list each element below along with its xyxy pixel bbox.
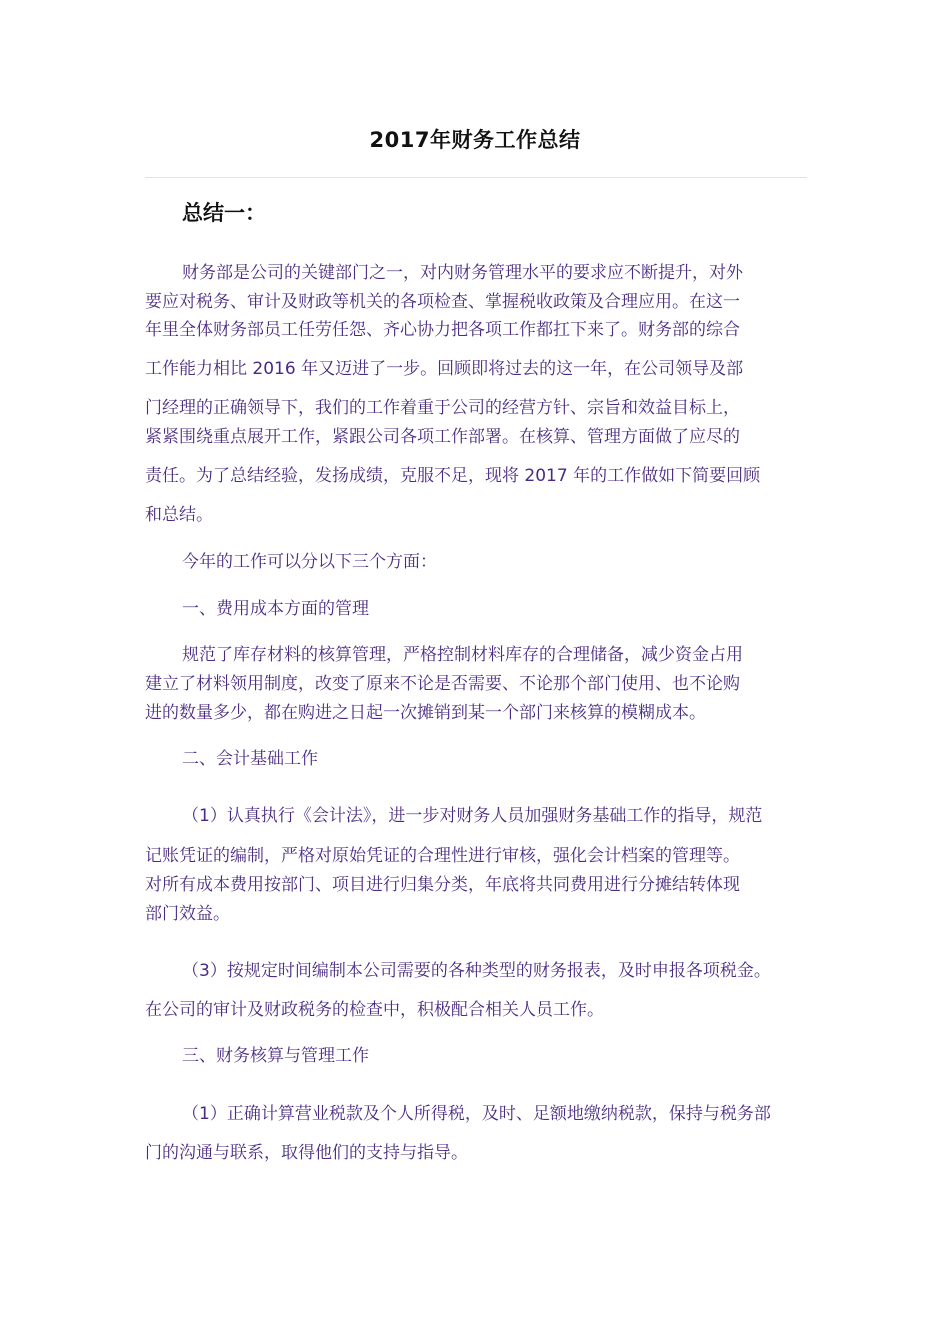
- paragraph-line: 和总结。: [145, 505, 213, 525]
- paragraph-line: （3）按规定时间编制本公司需要的各种类型的财务报表，及时申报各项税金。: [182, 961, 771, 981]
- paragraph-line: 进的数量多少，都在购进之日起一次摊销到某一个部门来核算的模糊成本。: [145, 703, 706, 723]
- section-heading: 一、费用成本方面的管理: [182, 599, 369, 619]
- section-subtitle: 总结一：: [182, 201, 266, 225]
- paragraph-line: 记账凭证的编制，严格对原始凭证的合理性进行审核，强化会计档案的管理等。: [145, 846, 740, 866]
- paragraph-line: 财务部是公司的关键部门之一，对内财务管理水平的要求应不断提升，对外: [182, 263, 743, 283]
- paragraph-line: 在公司的审计及财政税务的检查中，积极配合相关人员工作。: [145, 1000, 604, 1020]
- paragraph-line: 工作能力相比 2016 年又迈进了一步。回顾即将过去的这一年，在公司领导及部: [145, 359, 744, 379]
- section-heading: 三、财务核算与管理工作: [182, 1046, 369, 1066]
- paragraph-line: （1）正确计算营业税款及个人所得税，及时、足额地缴纳税款，保持与税务部: [182, 1104, 771, 1124]
- paragraph-line: 门经理的正确领导下，我们的工作着重于公司的经营方针、宗旨和效益目标上，: [145, 398, 740, 418]
- paragraph-line: 对所有成本费用按部门、项目进行归集分类，年底将共同费用进行分摊结转体现: [145, 875, 740, 895]
- paragraph-line: 要应对税务、审计及财政等机关的各项检查、掌握税收政策及合理应用。在这一: [145, 292, 740, 312]
- paragraph-line: 规范了库存材料的核算管理，严格控制材料库存的合理储备，减少资金占用: [182, 645, 743, 665]
- document-title: 2017年财务工作总结: [369, 128, 581, 152]
- paragraph-line: 建立了材料领用制度，改变了原来不论是否需要、不论那个部门使用、也不论购: [145, 674, 740, 694]
- paragraph-line: 门的沟通与联系，取得他们的支持与指导。: [145, 1143, 468, 1163]
- paragraph-line: 今年的工作可以分以下三个方面：: [182, 552, 437, 572]
- paragraph-line: 紧紧围绕重点展开工作，紧跟公司各项工作部署。在核算、管理方面做了应尽的: [145, 427, 740, 447]
- title-divider: [145, 177, 807, 178]
- paragraph-line: 责任。为了总结经验，发扬成绩，克服不足，现将 2017 年的工作做如下简要回顾: [145, 466, 761, 486]
- paragraph-line: （1）认真执行《会计法》，进一步对财务人员加强财务基础工作的指导，规范: [182, 806, 763, 826]
- paragraph-line: 部门效益。: [145, 904, 230, 924]
- section-heading: 二、会计基础工作: [182, 749, 318, 769]
- paragraph-line: 年里全体财务部员工任劳任怨、齐心协力把各项工作都扛下来了。财务部的综合: [145, 320, 740, 340]
